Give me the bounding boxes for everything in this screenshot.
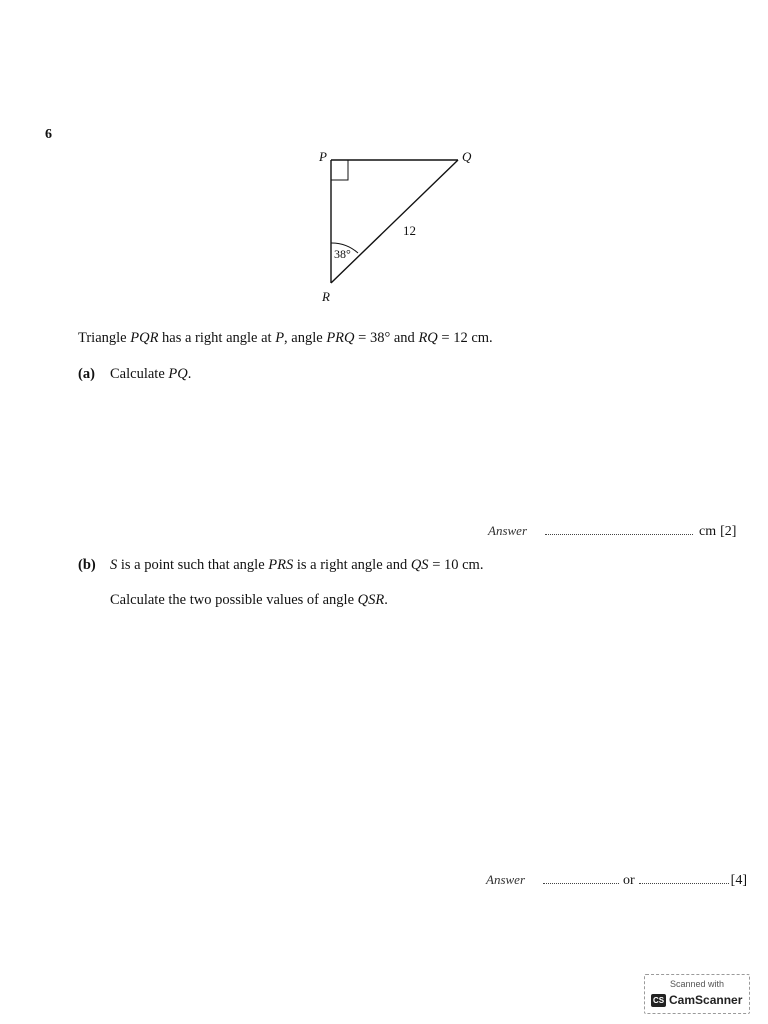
answer-blank[interactable] (545, 524, 693, 535)
marks: [2] (720, 524, 737, 539)
question-intro: Triangle PQR has a right angle at P, angle PRQ = 38° and RQ = 12 cm. (78, 330, 493, 346)
answer-blank-2[interactable] (639, 873, 729, 884)
part-a-answer-line (488, 523, 736, 540)
watermark-name: CamScanner (669, 993, 743, 1007)
answer-label: Answer (486, 872, 525, 887)
part-b-question: S is a point such that angle PRS is a right angle and QS = 10 cm. (110, 557, 484, 573)
answer-label: Answer (488, 523, 527, 538)
question-number: 6 (45, 127, 52, 142)
right-angle-marker (331, 160, 348, 180)
marks: [4] (730, 873, 747, 888)
answer-blank-1[interactable] (543, 873, 619, 884)
part-b-label: (b) (78, 557, 96, 573)
part-a-question: Calculate PQ. (110, 366, 192, 382)
part-b-answer-line (486, 872, 747, 889)
answer-unit: cm (699, 524, 717, 539)
camscanner-logo-icon: CS (652, 996, 665, 1005)
part-a-label: (a) (78, 366, 95, 382)
vertex-p-label: P (319, 149, 327, 164)
watermark-top-text: Scanned with (669, 979, 725, 989)
triangle-diagram (300, 140, 500, 310)
side-rq (331, 160, 458, 283)
or-word: or (623, 873, 635, 888)
camscanner-watermark (644, 974, 750, 1014)
side-length-label: 12 (403, 223, 416, 238)
vertex-q-label: Q (462, 149, 472, 164)
part-b-instruction: Calculate the two possible values of angle QSR. (110, 592, 388, 608)
vertex-r-label: R (322, 289, 330, 304)
angle-label: 38° (334, 247, 351, 261)
